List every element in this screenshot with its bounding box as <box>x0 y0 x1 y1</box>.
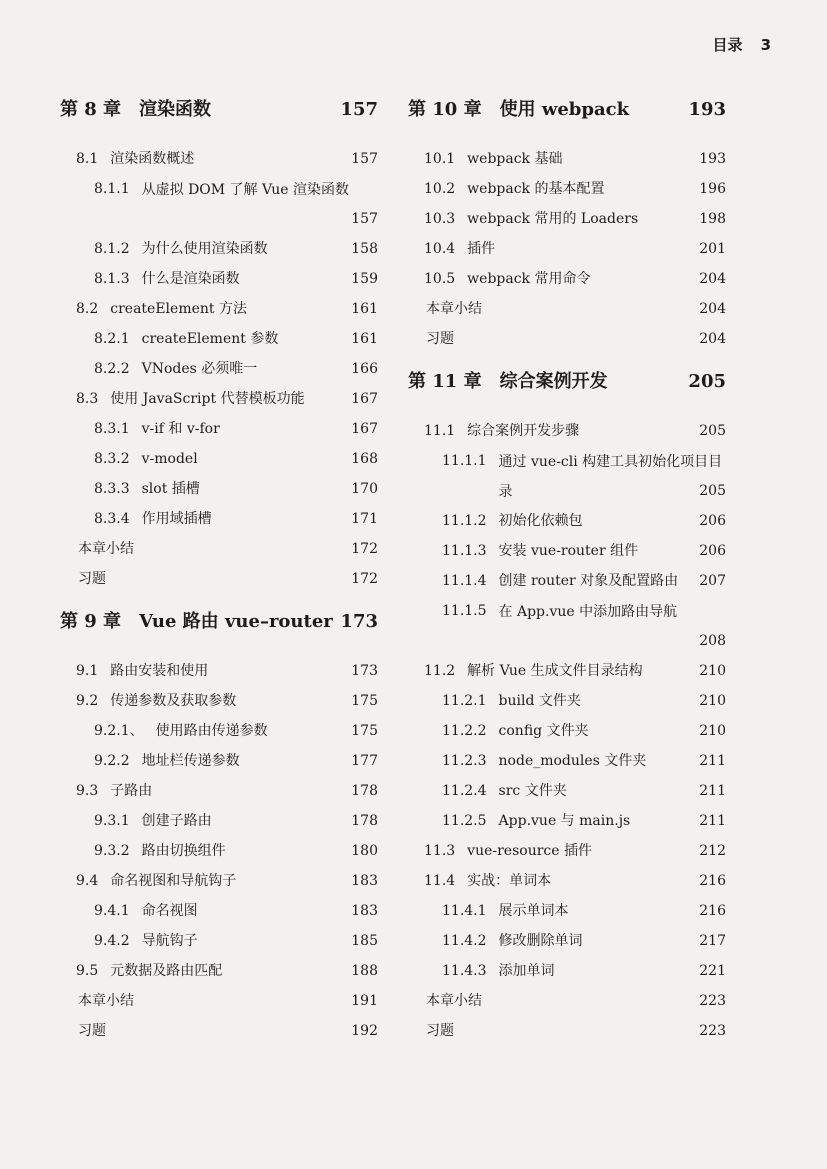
toc-entry-title: 安装 vue-router 组件 <box>498 543 639 559</box>
toc-entry-text <box>76 782 350 801</box>
toc-entry-text <box>94 932 350 951</box>
toc-entry-title: 实战：单词本 <box>467 873 552 889</box>
toc-entry-number: 8.1.2 <box>94 241 130 257</box>
toc-entry-text <box>94 480 350 499</box>
toc-entry-page: 183 <box>351 873 378 889</box>
toc-entry-subsection <box>60 330 378 360</box>
toc-entry-subsection <box>60 812 378 842</box>
toc-entry-title: App.vue 与 main.js <box>498 813 631 829</box>
toc-entry-title: 解析 Vue 生成文件目录结构 <box>467 663 643 679</box>
toc-entry-title: 习题 <box>78 571 106 587</box>
toc-entry-title: 从虚拟 DOM 了解 Vue 渲染函数 <box>141 182 349 198</box>
toc-entry-text <box>78 1022 350 1041</box>
toc-entry-text <box>78 540 350 559</box>
toc-entry-text <box>442 572 698 591</box>
toc-entry-page: 157 <box>351 211 378 227</box>
toc-entry-title: createElement 方法 <box>110 301 247 317</box>
toc-entry-subsection <box>60 360 378 390</box>
toc-entry-text <box>424 872 698 891</box>
toc-entry-title: 通过 vue-cli 构建工具初始化项目目录 <box>498 454 723 500</box>
toc-entry-number: 11.1.2 <box>442 513 487 529</box>
toc-entry-page: 166 <box>351 361 378 377</box>
toc-entry-page: 193 <box>699 151 726 167</box>
toc-entry-page: 216 <box>699 903 726 919</box>
toc-entry-page: 208 <box>699 633 726 649</box>
toc-entry-subsection <box>408 452 726 512</box>
toc-entry-title: 命名视图 <box>141 903 198 919</box>
toc-entry-title: 本章小结 <box>78 993 134 1009</box>
toc-entry-summary <box>408 330 726 360</box>
toc-entry-number: 9.2.1、 <box>94 723 144 739</box>
toc-entry-subsection <box>408 692 726 722</box>
toc-entry-title: 子路由 <box>110 783 153 799</box>
toc-entry-text <box>60 98 340 122</box>
toc-entry-title: 地址栏传递参数 <box>141 753 240 769</box>
toc-entry-number: 第 8 章 <box>60 99 122 120</box>
toc-entry-number: 11.2.4 <box>442 783 487 799</box>
toc-entry-text <box>442 512 698 531</box>
toc-entry-section <box>60 782 378 812</box>
toc-entry-number: 8.3.3 <box>94 481 130 497</box>
toc-entry-text <box>442 962 698 981</box>
toc-entry-page: 223 <box>699 1023 726 1039</box>
toc-entry-text <box>408 370 688 394</box>
toc-entry-number: 9.3 <box>76 783 99 799</box>
toc-entry-title: 初始化依赖包 <box>498 513 583 529</box>
toc-left-column <box>60 98 378 1052</box>
toc-entry-number: 11.1 <box>424 423 456 439</box>
toc-entry-page: 170 <box>351 481 378 497</box>
toc-entry-number: 9.3.2 <box>94 843 130 859</box>
header-page-number: 3 <box>760 36 771 54</box>
toc-entry-page: 204 <box>699 271 726 287</box>
toc-entry-title: 使用 webpack <box>499 99 630 120</box>
toc-entry-page: 210 <box>699 693 726 709</box>
toc-entry-chapter <box>408 98 726 144</box>
toc-entry-number: 10.5 <box>424 271 456 287</box>
toc-entry-page: 211 <box>699 753 726 769</box>
toc-entry-text <box>442 722 698 741</box>
toc-entry-section <box>408 872 726 902</box>
toc-entry-page: 204 <box>699 331 726 347</box>
toc-entry-text <box>76 150 350 169</box>
toc-entry-page: 175 <box>351 723 378 739</box>
toc-entry-number: 8.1.3 <box>94 271 130 287</box>
toc-entry-title: 创建 router 对象及配置路由 <box>498 573 679 589</box>
toc-entry-title: 作用域插槽 <box>141 511 212 527</box>
toc-entry-number: 11.4.1 <box>442 903 487 919</box>
toc-entry-text <box>442 752 698 771</box>
toc-entry-subsection <box>408 752 726 782</box>
toc-entry-page: 210 <box>699 663 726 679</box>
toc-entry-number: 11.2.2 <box>442 723 487 739</box>
toc-entry-page: 221 <box>699 963 726 979</box>
toc-entry-subsection <box>60 752 378 782</box>
toc-entry-title: 本章小结 <box>78 541 134 557</box>
toc-entry-number: 8.3.4 <box>94 511 130 527</box>
toc-entry-chapter <box>60 98 378 144</box>
toc-entry-summary <box>408 1022 726 1052</box>
toc-entry-number: 8.1 <box>76 151 99 167</box>
toc-entry-text <box>424 270 698 289</box>
toc-entry-title: vue-resource 插件 <box>467 843 592 859</box>
toc-entry-text <box>76 872 350 891</box>
toc-entry-page: 177 <box>351 753 378 769</box>
toc-entry-number: 第 11 章 <box>408 371 482 392</box>
toc-entry-title: createElement 参数 <box>141 331 279 347</box>
toc-entry-subsection <box>60 842 378 872</box>
toc-entry-title: 展示单词本 <box>498 903 569 919</box>
toc-entry-title: 修改删除单词 <box>498 933 583 949</box>
toc-entry-text <box>442 542 698 561</box>
toc-entry-page: 167 <box>351 391 378 407</box>
toc-entry-chapter <box>408 370 726 416</box>
toc-entry-text <box>94 360 350 379</box>
toc-entry-number: 9.5 <box>76 963 99 979</box>
toc-entry-number: 8.3.1 <box>94 421 130 437</box>
toc-entry-number: 10.2 <box>424 181 456 197</box>
running-header <box>713 34 771 55</box>
toc-entry-page: 205 <box>688 371 726 392</box>
toc-entry-number: 9.3.1 <box>94 813 130 829</box>
toc-entry-page: 183 <box>351 903 378 919</box>
toc-entry-summary <box>60 540 378 570</box>
toc-entry-number: 8.1.1 <box>94 181 130 197</box>
toc-entry-number: 第 10 章 <box>408 99 482 120</box>
toc-entry-subsection <box>408 542 726 572</box>
toc-entry-page: 173 <box>340 611 378 632</box>
toc-entry-text <box>94 240 350 259</box>
toc-entry-page: 157 <box>340 99 378 120</box>
toc-entry-title: webpack 常用命令 <box>467 271 591 287</box>
toc-entry-number: 第 9 章 <box>60 611 122 632</box>
toc-entry-subsection <box>408 512 726 542</box>
toc-entry-title: 使用路由传递参数 <box>155 723 268 739</box>
toc-entry-page: 185 <box>351 933 378 949</box>
toc-entry-text <box>442 692 698 711</box>
toc-entry-number: 10.1 <box>424 151 456 167</box>
toc-entry-section <box>408 180 726 210</box>
toc-entry-page: 178 <box>351 783 378 799</box>
toc-entry-title: 路由切换组件 <box>141 843 226 859</box>
toc-entry-text <box>76 692 350 711</box>
toc-entry-text <box>442 902 698 921</box>
toc-entry-page: 211 <box>699 813 726 829</box>
toc-entry-section <box>60 872 378 902</box>
toc-entry-subsection <box>60 722 378 752</box>
toc-entry-page: 198 <box>699 211 726 227</box>
toc-entry-section <box>60 300 378 330</box>
toc-entry-page: 206 <box>699 513 726 529</box>
toc-entry-page: 172 <box>351 571 378 587</box>
toc-entry-text <box>442 782 698 801</box>
toc-entry-page: 206 <box>699 543 726 559</box>
toc-entry-subsection <box>60 270 378 300</box>
toc-entry-text <box>424 150 698 169</box>
toc-entry-page: 210 <box>699 723 726 739</box>
toc-entry-text <box>76 300 350 319</box>
toc-entry-text <box>94 330 350 349</box>
toc-entry-title: 插件 <box>467 241 496 257</box>
toc-entry-text <box>442 452 726 507</box>
toc-entry-title: 路由安装和使用 <box>110 663 209 679</box>
toc-entry-page: 211 <box>699 783 726 799</box>
toc-entry-page: 205 <box>699 483 726 499</box>
toc-entry-number: 11.4.3 <box>442 963 487 979</box>
toc-entry-section <box>408 150 726 180</box>
toc-entry-text <box>76 662 350 681</box>
toc-entry-section <box>408 240 726 270</box>
toc-entry-title: src 文件夹 <box>498 783 567 799</box>
toc-entry-text <box>76 962 350 981</box>
toc-entry-number: 8.2.1 <box>94 331 130 347</box>
toc-entry-page: 161 <box>351 301 378 317</box>
header-title: 目录 <box>712 36 743 54</box>
toc-entry-number: 11.4.2 <box>442 933 487 949</box>
toc-entry-number: 9.4 <box>76 873 99 889</box>
toc-entry-text <box>442 812 698 831</box>
toc-entry-number: 11.2.5 <box>442 813 487 829</box>
toc-entry-number: 9.4.1 <box>94 903 130 919</box>
toc-entry-page: 196 <box>699 181 726 197</box>
toc-entry-title: 元数据及路由匹配 <box>110 963 223 979</box>
toc-entry-text <box>442 932 698 951</box>
toc-entry-section <box>408 842 726 872</box>
toc-entry-page: 161 <box>351 331 378 347</box>
toc-entry-number: 9.2.2 <box>94 753 130 769</box>
toc-entry-title: 什么是渲染函数 <box>141 271 240 287</box>
toc-entry-text <box>424 210 698 229</box>
toc-entry-page: 171 <box>351 511 378 527</box>
toc-entry-text <box>424 662 698 681</box>
toc-entry-text <box>426 992 698 1011</box>
toc-entry-number: 9.4.2 <box>94 933 130 949</box>
toc-entry-title: Vue 路由 vue–router <box>139 611 333 632</box>
toc-entry-summary <box>60 570 378 600</box>
toc-entry-page: 175 <box>351 693 378 709</box>
toc-entry-title: 传递参数及获取参数 <box>110 693 237 709</box>
toc-entry-title: 综合案例开发 <box>499 371 608 392</box>
toc-entry-title: v-if 和 v-for <box>141 421 220 437</box>
toc-entry-page: 173 <box>351 663 378 679</box>
toc-entry-subsection <box>408 782 726 812</box>
toc-entry-page: 180 <box>351 843 378 859</box>
toc-entry-text <box>94 510 350 529</box>
toc-entry-title: 渲染函数 <box>139 99 212 120</box>
toc-entry-page: 217 <box>699 933 726 949</box>
toc-entry-subsection <box>60 420 378 450</box>
toc-entry-text <box>94 180 378 205</box>
toc-entry-title: 本章小结 <box>426 301 482 317</box>
toc-entry-chapter <box>60 610 378 656</box>
toc-entry-text <box>424 842 698 861</box>
toc-entry-title: 习题 <box>78 1023 106 1039</box>
toc-entry-subsection <box>408 962 726 992</box>
toc-entry-page: 201 <box>699 241 726 257</box>
toc-entry-title: 在 App.vue 中添加路由导航 <box>498 604 678 620</box>
toc-entry-section <box>60 390 378 420</box>
toc-entry-title: v-model <box>141 451 198 467</box>
toc-entry-number: 11.1.4 <box>442 573 487 589</box>
toc-entry-text <box>424 240 698 259</box>
toc-entry-title: config 文件夹 <box>498 723 589 739</box>
toc-entry-number: 10.3 <box>424 211 456 227</box>
toc-entry-text <box>78 992 350 1011</box>
toc-entry-subsection <box>60 450 378 480</box>
toc-entry-subsection <box>408 602 726 662</box>
toc-entry-text <box>426 1022 698 1041</box>
toc-entry-title: slot 插槽 <box>141 481 200 497</box>
toc-entry-number: 11.2.1 <box>442 693 487 709</box>
toc-entry-subsection <box>60 480 378 510</box>
toc-entry-page: 223 <box>699 993 726 1009</box>
toc-entry-text <box>426 300 698 319</box>
toc-entry-subsection <box>408 722 726 752</box>
toc-entry-title: 导航钩子 <box>141 933 198 949</box>
toc-entry-text <box>94 812 350 831</box>
toc-entry-text <box>94 270 350 289</box>
toc-entry-number: 10.4 <box>424 241 456 257</box>
toc-entry-subsection <box>408 812 726 842</box>
toc-entry-number: 9.1 <box>76 663 99 679</box>
toc-entry-title: 本章小结 <box>426 993 482 1009</box>
toc-entry-page: 172 <box>351 541 378 557</box>
toc-entry-number: 11.1.1 <box>442 453 487 469</box>
toc-entry-title: 命名视图和导航钩子 <box>110 873 237 889</box>
toc-entry-text <box>442 602 726 627</box>
toc-entry-section <box>60 692 378 722</box>
toc-entry-text <box>424 422 698 441</box>
toc-entry-section <box>408 270 726 300</box>
toc-entry-section <box>60 662 378 692</box>
toc-entry-title: 为什么使用渲染函数 <box>141 241 268 257</box>
toc-entry-number: 11.4 <box>424 873 456 889</box>
toc-entry-number: 8.2.2 <box>94 361 130 377</box>
toc-entry-text <box>78 570 350 589</box>
toc-entry-text <box>94 450 350 469</box>
toc-entry-subsection <box>60 932 378 962</box>
toc-entry-title: build 文件夹 <box>498 693 581 709</box>
toc-entry-page: 204 <box>699 301 726 317</box>
toc-entry-number: 11.2 <box>424 663 456 679</box>
toc-entry-summary <box>408 992 726 1022</box>
toc-entry-title: webpack 基础 <box>467 151 563 167</box>
toc-entry-summary <box>60 1022 378 1052</box>
toc-entry-number: 11.2.3 <box>442 753 487 769</box>
toc-entry-title: 使用 JavaScript 代替模板功能 <box>110 391 305 407</box>
toc-entry-number: 8.3.2 <box>94 451 130 467</box>
toc-entry-page: 193 <box>688 99 726 120</box>
toc-entry-number: 11.1.3 <box>442 543 487 559</box>
toc-entry-page: 168 <box>351 451 378 467</box>
toc-entry-summary <box>60 992 378 1022</box>
toc-entry-text <box>94 752 350 771</box>
toc-entry-page: 205 <box>699 423 726 439</box>
toc-entry-title: 创建子路由 <box>141 813 212 829</box>
toc-entry-subsection <box>408 932 726 962</box>
toc-entry-title: 习题 <box>426 1023 454 1039</box>
toc-entry-number: 8.3 <box>76 391 99 407</box>
toc-entry-subsection <box>60 902 378 932</box>
toc-entry-page: 159 <box>351 271 378 287</box>
toc-entry-page: 191 <box>351 993 378 1009</box>
toc-entry-title: webpack 常用的 Loaders <box>467 211 639 227</box>
toc-entry-subsection <box>408 902 726 932</box>
toc-entry-number: 11.3 <box>424 843 456 859</box>
toc-entry-title: VNodes 必须唯一 <box>141 361 258 377</box>
toc-entry-page: 188 <box>351 963 378 979</box>
toc-entry-page: 216 <box>699 873 726 889</box>
toc-right-column <box>408 98 726 1052</box>
toc-entry-number: 9.2 <box>76 693 99 709</box>
toc-entry-text <box>408 98 688 122</box>
toc-entry-section <box>60 962 378 992</box>
toc-entry-text <box>424 180 698 199</box>
toc-entry-title: node_modules 文件夹 <box>498 753 647 769</box>
toc-entry-number: 11.1.5 <box>442 603 487 619</box>
toc-entry-page: 212 <box>699 843 726 859</box>
toc-entry-page: 167 <box>351 421 378 437</box>
toc-entry-section <box>408 662 726 692</box>
toc-entry-text <box>94 722 350 741</box>
toc-entry-subsection <box>60 180 378 240</box>
toc-entry-page: 158 <box>351 241 378 257</box>
toc-entry-title: 渲染函数概述 <box>110 151 195 167</box>
toc-entry-text <box>60 610 340 634</box>
toc-entry-text <box>426 330 698 349</box>
toc-entry-page: 157 <box>351 151 378 167</box>
toc-entry-subsection <box>60 240 378 270</box>
toc-entry-title: 综合案例开发步骤 <box>467 423 580 439</box>
toc-entry-summary <box>408 300 726 330</box>
toc-entry-page: 192 <box>351 1023 378 1039</box>
toc-entry-text <box>94 420 350 439</box>
toc-entry-text <box>94 902 350 921</box>
toc-entry-page: 178 <box>351 813 378 829</box>
toc-entry-title: 习题 <box>426 331 454 347</box>
toc-entry-page: 207 <box>699 573 726 589</box>
toc-entry-text <box>76 390 350 409</box>
toc-entry-text <box>94 842 350 861</box>
toc-entry-title: webpack 的基本配置 <box>467 181 605 197</box>
toc-entry-section <box>408 210 726 240</box>
toc-entry-title: 添加单词 <box>498 963 555 979</box>
toc-entry-subsection <box>60 510 378 540</box>
toc-entry-number: 8.2 <box>76 301 99 317</box>
